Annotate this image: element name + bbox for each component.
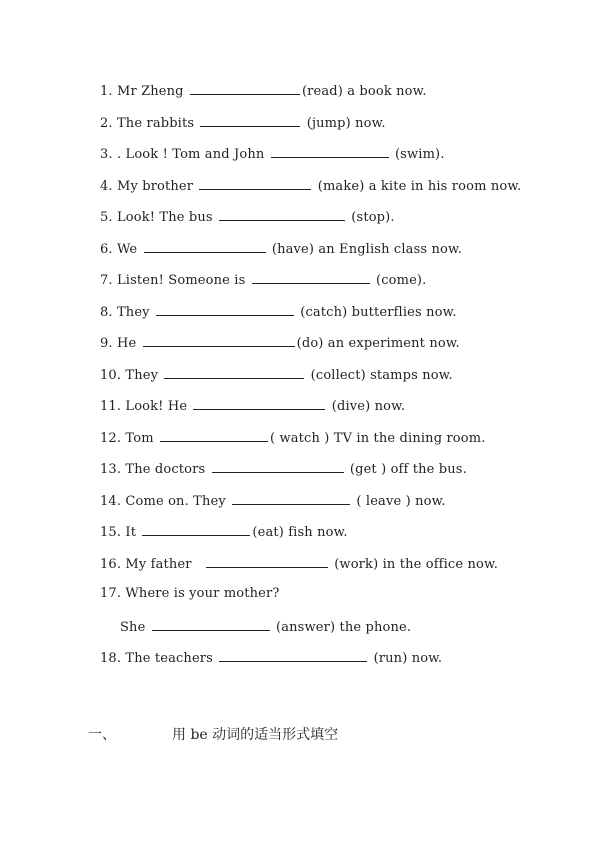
exercise-lead: 2. The rabbits [100,116,195,131]
exercise-tail: (run) now. [369,651,443,666]
answer-blank[interactable] [143,334,295,347]
exercise-tail: (have) an English class now. [267,242,463,257]
exercise-8 [100,303,457,321]
exercise-lead: 3. . Look ! Tom and John [100,147,265,162]
exercise-1 [100,82,427,100]
exercise-10 [100,366,453,384]
exercise-tail: (answer) the phone. [271,620,412,635]
exercise-tail: (stop). [347,210,395,225]
exercise-5 [100,208,395,226]
exercise-tail: (eat) fish now. [252,525,348,540]
exercise-tail: (jump) now. [302,116,386,131]
answer-blank[interactable] [152,618,270,631]
exercise-lead: 10. They [100,368,159,383]
exercise-tail: (dive) now. [327,399,406,414]
answer-blank[interactable] [232,492,350,505]
exercise-tail: (come). [371,273,427,288]
answer-blank[interactable] [193,397,325,410]
exercise-13 [100,460,467,478]
exercise-lead: 11. Look! He [100,399,188,414]
exercise-7 [100,271,426,289]
exercise-15 [100,523,348,541]
exercise-tail: (get ) off the bus. [345,462,467,477]
exercise-lead: 14. Come on. They [100,494,226,509]
answer-blank[interactable] [212,460,344,473]
exercise-18 [100,649,442,667]
exercise-12 [100,429,486,447]
exercise-17-question [100,586,280,602]
exercise-lead: 8. They [100,305,150,320]
exercise-lead: 12. Tom [100,431,154,446]
answer-blank[interactable] [164,366,304,379]
exercise-lead: 5. Look! The bus [100,210,213,225]
exercise-14 [100,492,446,510]
exercise-tail: (make) a kite in his room now. [313,179,522,194]
answer-blank[interactable] [271,145,389,158]
exercise-4 [100,177,521,195]
exercise-11 [100,397,405,415]
exercise-lead: 6. We [100,242,138,257]
exercise-lead: 1. Mr Zheng [100,84,184,99]
exercise-2 [100,114,386,132]
answer-blank[interactable] [200,114,300,127]
answer-blank[interactable] [144,240,266,253]
exercise-tail: (collect) stamps now. [306,368,453,383]
answer-blank[interactable] [190,82,300,95]
answer-blank[interactable] [219,208,345,221]
section-marker: 一、 [88,727,116,743]
exercise-lead: 18. The teachers [100,651,213,666]
answer-blank[interactable] [160,429,268,442]
answer-blank[interactable] [156,303,294,316]
exercise-tail: (work) in the office now. [329,557,498,572]
exercise-lead: She [120,620,146,635]
exercise-lead: 4. My brother [100,179,194,194]
exercise-lead: 15. It [100,525,137,540]
exercise-lead: 17. Where is your mother? [100,586,280,601]
answer-blank[interactable] [199,177,311,190]
exercise-tail: ( leave ) now. [352,494,446,509]
exercise-17-answer [120,618,411,636]
answer-blank[interactable] [142,523,250,536]
exercise-tail: (do) an experiment now. [296,336,460,351]
exercise-tail: ( watch ) TV in the dining room. [269,431,486,446]
exercise-tail: (catch) butterflies now. [295,305,457,320]
answer-blank[interactable] [206,555,328,568]
section-title: 用 be 动词的适当形式填空 [172,727,339,743]
exercise-lead: 13. The doctors [100,462,206,477]
exercise-6 [100,240,462,258]
answer-blank[interactable] [252,271,370,284]
exercise-3 [100,145,445,163]
exercise-tail: (swim). [390,147,445,162]
exercise-lead: 7. Listen! Someone is [100,273,246,288]
exercise-lead: 16. My father [100,557,192,572]
exercise-9 [100,334,460,352]
exercise-16 [100,555,498,573]
answer-blank[interactable] [219,649,367,662]
exercise-lead: 9. He [100,336,137,351]
exercise-tail: (read) a book now. [301,84,427,99]
